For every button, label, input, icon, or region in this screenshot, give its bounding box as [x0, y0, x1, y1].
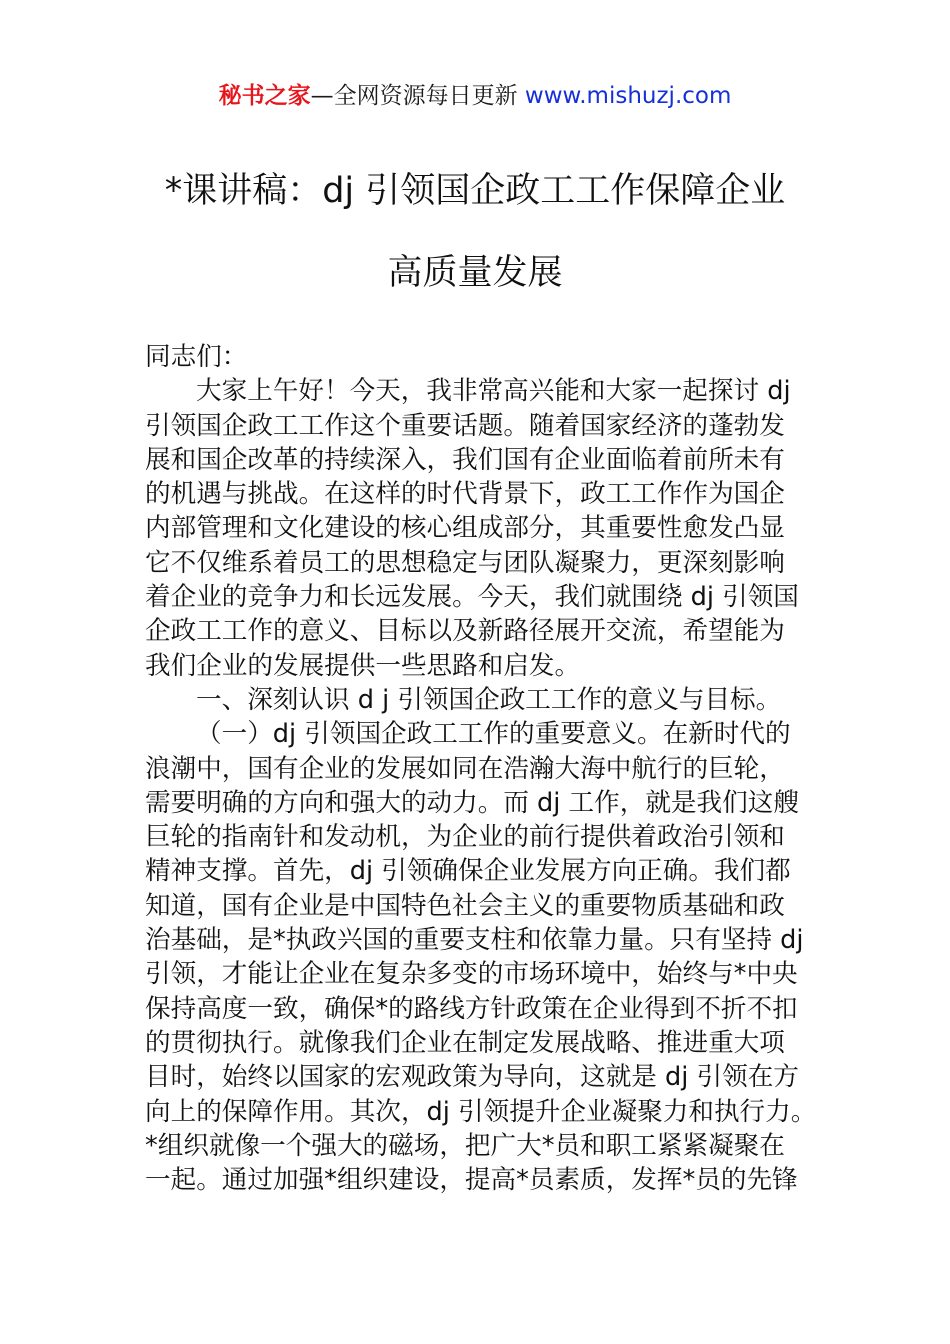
body-line: 企政工工作的意义、目标以及新路径展开交流，希望能为: [145, 616, 785, 647]
body-line: 它不仅维系着员工的思想稳定与团队凝聚力，更深刻影响: [145, 547, 785, 578]
site-tagline: —全网资源每日更新: [310, 83, 525, 109]
body-line: 浪潮中，国有企业的发展如同在浩瀚大海中航行的巨轮，: [145, 753, 785, 784]
site-header: [0, 80, 950, 112]
body-line: 着企业的竞争力和长远发展。今天，我们就围绕 dj 引领国: [145, 582, 799, 613]
body-line: 目时，始终以国家的宏观政策为导向，这就是 dj 引领在方: [145, 1062, 799, 1093]
body-line: 引领国企政工工作这个重要话题。随着国家经济的蓬勃发: [145, 410, 785, 441]
body-line: 同志们：: [145, 342, 248, 372]
title-line-2: 高质量发展: [387, 253, 563, 293]
body-line: 一、深刻认识 d j 引领国企政工工作的意义与目标。: [196, 684, 782, 715]
body-line: 我们企业的发展提供一些思路和启发。: [145, 650, 581, 681]
body-line: 知道，国有企业是中国特色社会主义的重要物质基础和政: [145, 890, 785, 921]
body-line: 保持高度一致，确保*的路线方针政策在企业得到不折不扣: [145, 993, 798, 1024]
body-line: 需要明确的方向和强大的动力。而 dj 工作，就是我们这艘: [145, 787, 799, 818]
title-line-1: *课讲稿：dj 引领国企政工工作保障企业: [164, 171, 786, 211]
document-title: [0, 168, 950, 296]
site-url-link[interactable]: www.mishuzj.com: [524, 83, 732, 109]
body-line: *组织就像一个强大的磁场，把广大*员和职工紧紧凝聚在: [145, 1130, 785, 1161]
body-line: 精神支撑。首先，dj 引领确保企业发展方向正确。我们都: [145, 856, 791, 887]
body-line: 内部管理和文化建设的核心组成部分，其重要性愈发凸显: [145, 513, 785, 544]
body-line: 展和国企改革的持续深入，我们国有企业面临着前所未有: [145, 444, 785, 475]
document-body: [145, 340, 817, 1197]
site-brand: 秘书之家: [218, 83, 311, 109]
body-line: 向上的保障作用。其次，dj 引领提升企业凝聚力和执行力。: [145, 1096, 817, 1127]
body-line: 治基础，是*执政兴国的重要支柱和依靠力量。只有坚持 dj: [145, 925, 804, 956]
body-line: 大家上午好！今天，我非常高兴能和大家一起探讨 dj: [196, 376, 791, 407]
body-line: 的机遇与挑战。在这样的时代背景下，政工工作作为国企: [145, 479, 785, 510]
body-line: （一）dj 引领国企政工工作的重要意义。在新时代的: [196, 719, 791, 750]
body-line: 一起。通过加强*组织建设，提高*员素质，发挥*员的先锋: [145, 1165, 798, 1196]
body-line: 引领，才能让企业在复杂多变的市场环境中，始终与*中央: [145, 959, 798, 990]
body-line: 巨轮的指南针和发动机，为企业的前行提供着政治引领和: [145, 822, 785, 853]
body-line: 的贯彻执行。就像我们企业在制定发展战略、推进重大项: [145, 1027, 785, 1058]
